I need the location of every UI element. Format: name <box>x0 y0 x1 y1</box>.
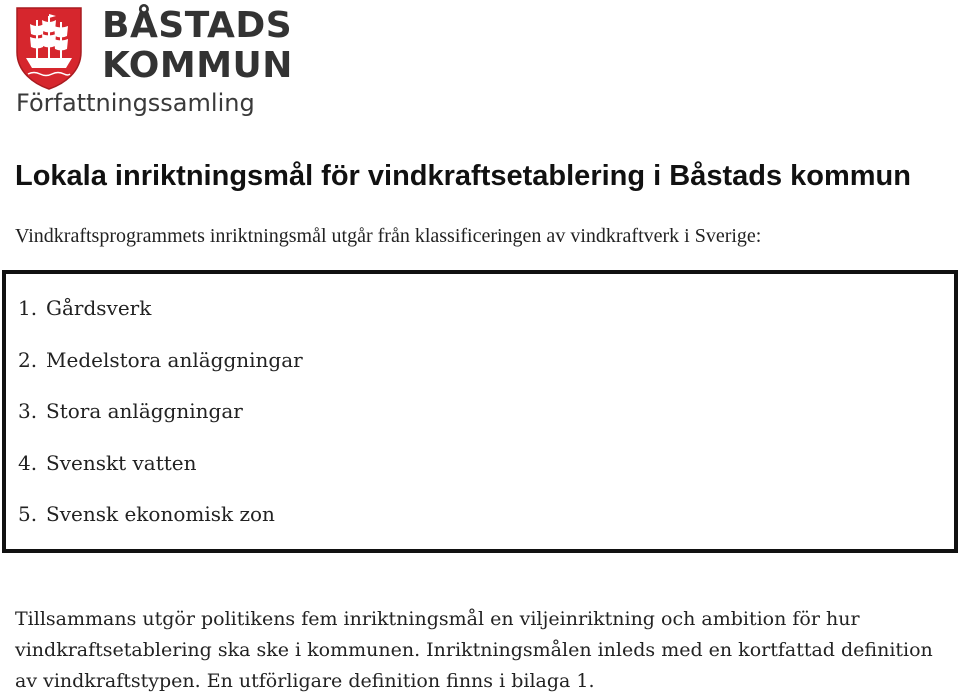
list-item-label: Medelstora anläggningar <box>46 347 303 372</box>
list-item-number: 5. <box>18 502 38 526</box>
list-item <box>18 501 303 553</box>
brand-name-line-1: BÅSTADS <box>102 5 293 46</box>
classification-list <box>18 295 303 553</box>
list-item <box>18 295 303 347</box>
list-item-label: Stora anläggningar <box>46 399 243 423</box>
list-item <box>18 450 303 502</box>
list-item-number: 3. <box>18 399 38 423</box>
classification-box <box>2 270 958 553</box>
list-item-label: Svenskt vatten <box>46 450 197 475</box>
list-item-number: 2. <box>18 347 38 372</box>
list-item-number: 4. <box>18 450 38 475</box>
municipal-crest-logo <box>14 6 84 90</box>
list-item <box>18 398 303 450</box>
list-item-label: Gårdsverk <box>46 296 152 320</box>
brand-subtitle: Författningssamling <box>16 89 255 117</box>
list-item <box>18 347 303 399</box>
body-paragraph: Tillsammans utgör politikens fem inriktningsmål en viljeinriktning och ambition för hur vindkraftsetablering ska ske i kommunen. Inriktningsmålen inleds med en kortfattad definition av vindkraftstypen. En utförligare definition finns i bilaga 1. <box>15 608 933 692</box>
list-item-number: 1. <box>18 296 38 320</box>
list-item-label: Svensk ekonomisk zon <box>46 502 275 526</box>
intro-text: Vindkraftsprogrammets inriktningsmål utgår från klassificeringen av vindkraftverk i Sverige: <box>15 225 762 247</box>
document-title: Lokala inriktningsmål för vindkraftsetablering i Båstads kommun <box>15 160 911 192</box>
header <box>14 6 314 121</box>
brand-name-line-2: KOMMUN <box>102 45 293 86</box>
